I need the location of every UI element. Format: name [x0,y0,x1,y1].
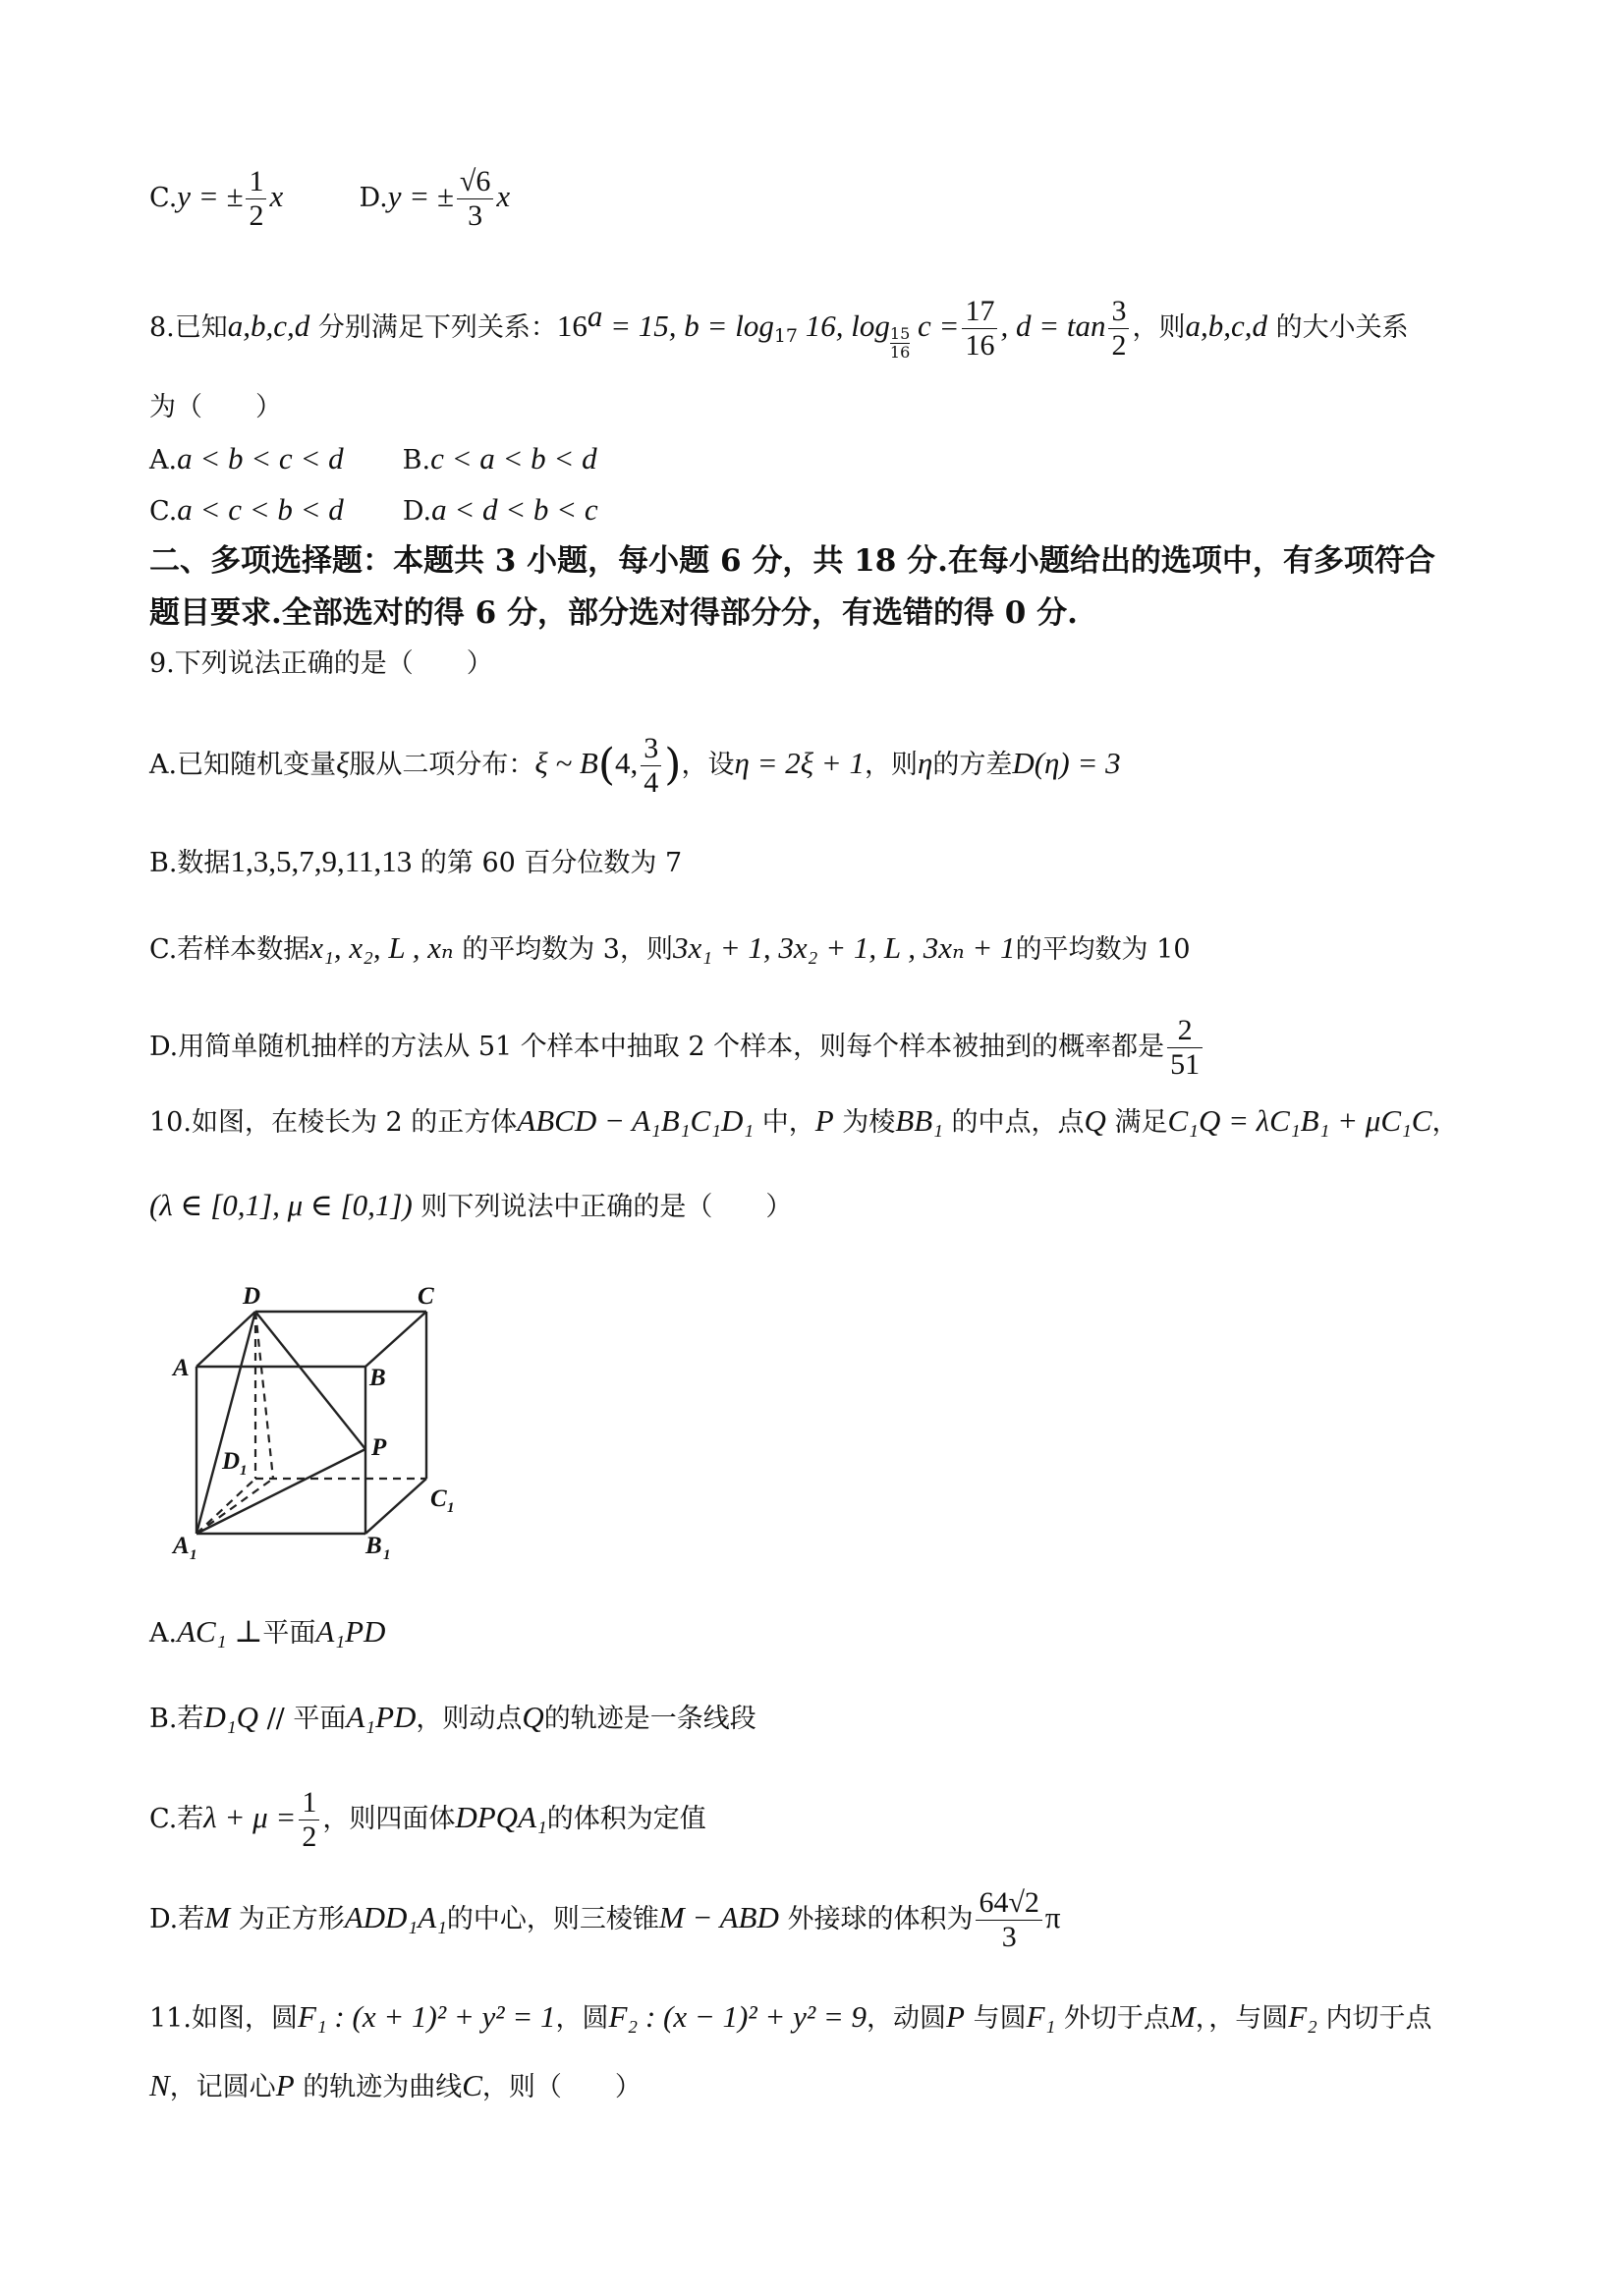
edge-d-p [255,1312,365,1449]
q7-options [149,165,510,233]
q9-option-b: B.数据1,3,5,7,9,11,13 的第 60 百分位数为 7 [149,844,683,878]
q9-stem: 9.下列说法正确的是（ ） [149,648,493,679]
q8-stem-line2: 为（ ） [149,392,282,422]
q7-option-d: D.y = ± $\frac{√6}{3}$ x [359,165,511,232]
label-a1: A [173,1533,190,1559]
fraction: $\frac{1}{2}$ [246,165,266,233]
q10-option-d: D.若M 为正方形ADD₁A₁的中心，则三棱锥M − ABD 外接球的体积为 $\frac{64√2}{3}$ π [149,1886,1061,1953]
svg-text:1: 1 [383,1547,391,1563]
label-p: P [371,1434,387,1461]
label-b: B [369,1365,386,1391]
label-b1: B [365,1533,382,1559]
q10-option-a: A.AC₁ ⊥平面A₁PD [149,1614,386,1649]
fraction: $\frac{17}{16}$ [962,295,997,363]
q8-options-ab: A.a < b < c < d B.c < a < b < d [149,441,597,476]
q9-option-c: C.若样本数据x₁, x₂, L , xₙ 的平均数为 3，则3x₁ + 1, 3x₂ + 1, L , 3xₙ + 1的平均数为 10 [149,930,1191,965]
fraction: $\frac{1}{2}$ [299,1786,319,1854]
label-d1: D [222,1448,241,1475]
edge-a-d [196,1312,255,1367]
label-a: A [173,1355,190,1381]
edge-b-c [365,1312,426,1367]
q8-stem: 8.已知a,b,c,d 分别满足下列关系：$16^a = 15$, $b = \log_{17} 16$, log $\frac{15}{16}$ c = $\frac{17}{16}$ , d = tan $\frac{3}{2}$ ，则a,b,c,d 的大小关系 [149,295,1409,362]
fraction: $\frac{√6}{3}$ [457,165,493,233]
label-d: D [243,1283,261,1310]
label-c: C [418,1283,434,1310]
edge-a1-d1-hidden [196,1479,255,1534]
q9-option-a: A.已知随机变量ξ服从二项分布：ξ ~ B(4, $\frac{3}{4}$ )，设η = 2ξ + 1，则η的方差D(η) = 3 [149,732,1121,799]
q9-option-d: D.用简单随机抽样的方法从 51 个样本中抽取 2 个样本，则每个样本被抽到的概率都是 $\frac{2}{51}$ [149,1014,1205,1082]
edge-b1-c1 [365,1479,426,1534]
q8-options-cd: C.a < c < b < d D.a < d < b < c [149,492,598,527]
svg-text:1: 1 [240,1463,248,1479]
fraction: $\frac{2}{51}$ [1167,1014,1203,1082]
fraction: $\frac{64√2}{3}$ [976,1886,1041,1954]
q10-stem: 10.如图，在棱长为 2 的正方体ABCD − A₁B₁C₁D₁ 中，P 为棱BB₁ 的中点，点Q 满足C₁Q = λC₁B₁ + μC₁C， [149,1103,1459,1138]
section2-header-line2: 题目要求.全部选对的得 6 分，部分选对得部分分，有选错的得 0 分. [149,595,1078,631]
edge-d-d1b-hidden [255,1312,273,1479]
label-c1: C [430,1485,447,1512]
q10-stem-line2: (λ ∈ [0,1], μ ∈ [0,1]) 则下列说法中正确的是（ ） [149,1188,793,1222]
cube-figure [147,1253,472,1577]
q10-option-c: C.若λ + μ = $\frac{1}{2}$ ，则四面体DPQA₁的体积为定值 [149,1786,706,1853]
svg-text:1: 1 [190,1547,197,1563]
fraction: $\frac{3}{2}$ [1108,295,1129,363]
q11-stem: 11.如图，圆F₁ : (x + 1)² + y² = 1，圆F₂ : (x − 1)² + y² = 9，动圆P 与圆F₁ 外切于点M，，与圆F₂ 内切于点 [149,1999,1432,2034]
svg-text:1: 1 [447,1500,455,1516]
edge-d-a1 [196,1312,255,1534]
q11-stem-line2: N，记圆心P 的轨迹为曲线C，则（ ） [149,2068,642,2102]
q7-option-c: C.y = ± $\frac{1}{2}$ x [149,165,284,232]
q10-option-b: B.若D₁Q // 平面A₁PD，则动点Q的轨迹是一条线段 [149,1700,756,1734]
section2-header-line1: 二、多项选择题：本题共 3 小题，每小题 6 分，共 18 分.在每小题给出的选项中，有多项符合 [149,543,1435,579]
fraction: $\frac{3}{4}$ [641,732,661,800]
